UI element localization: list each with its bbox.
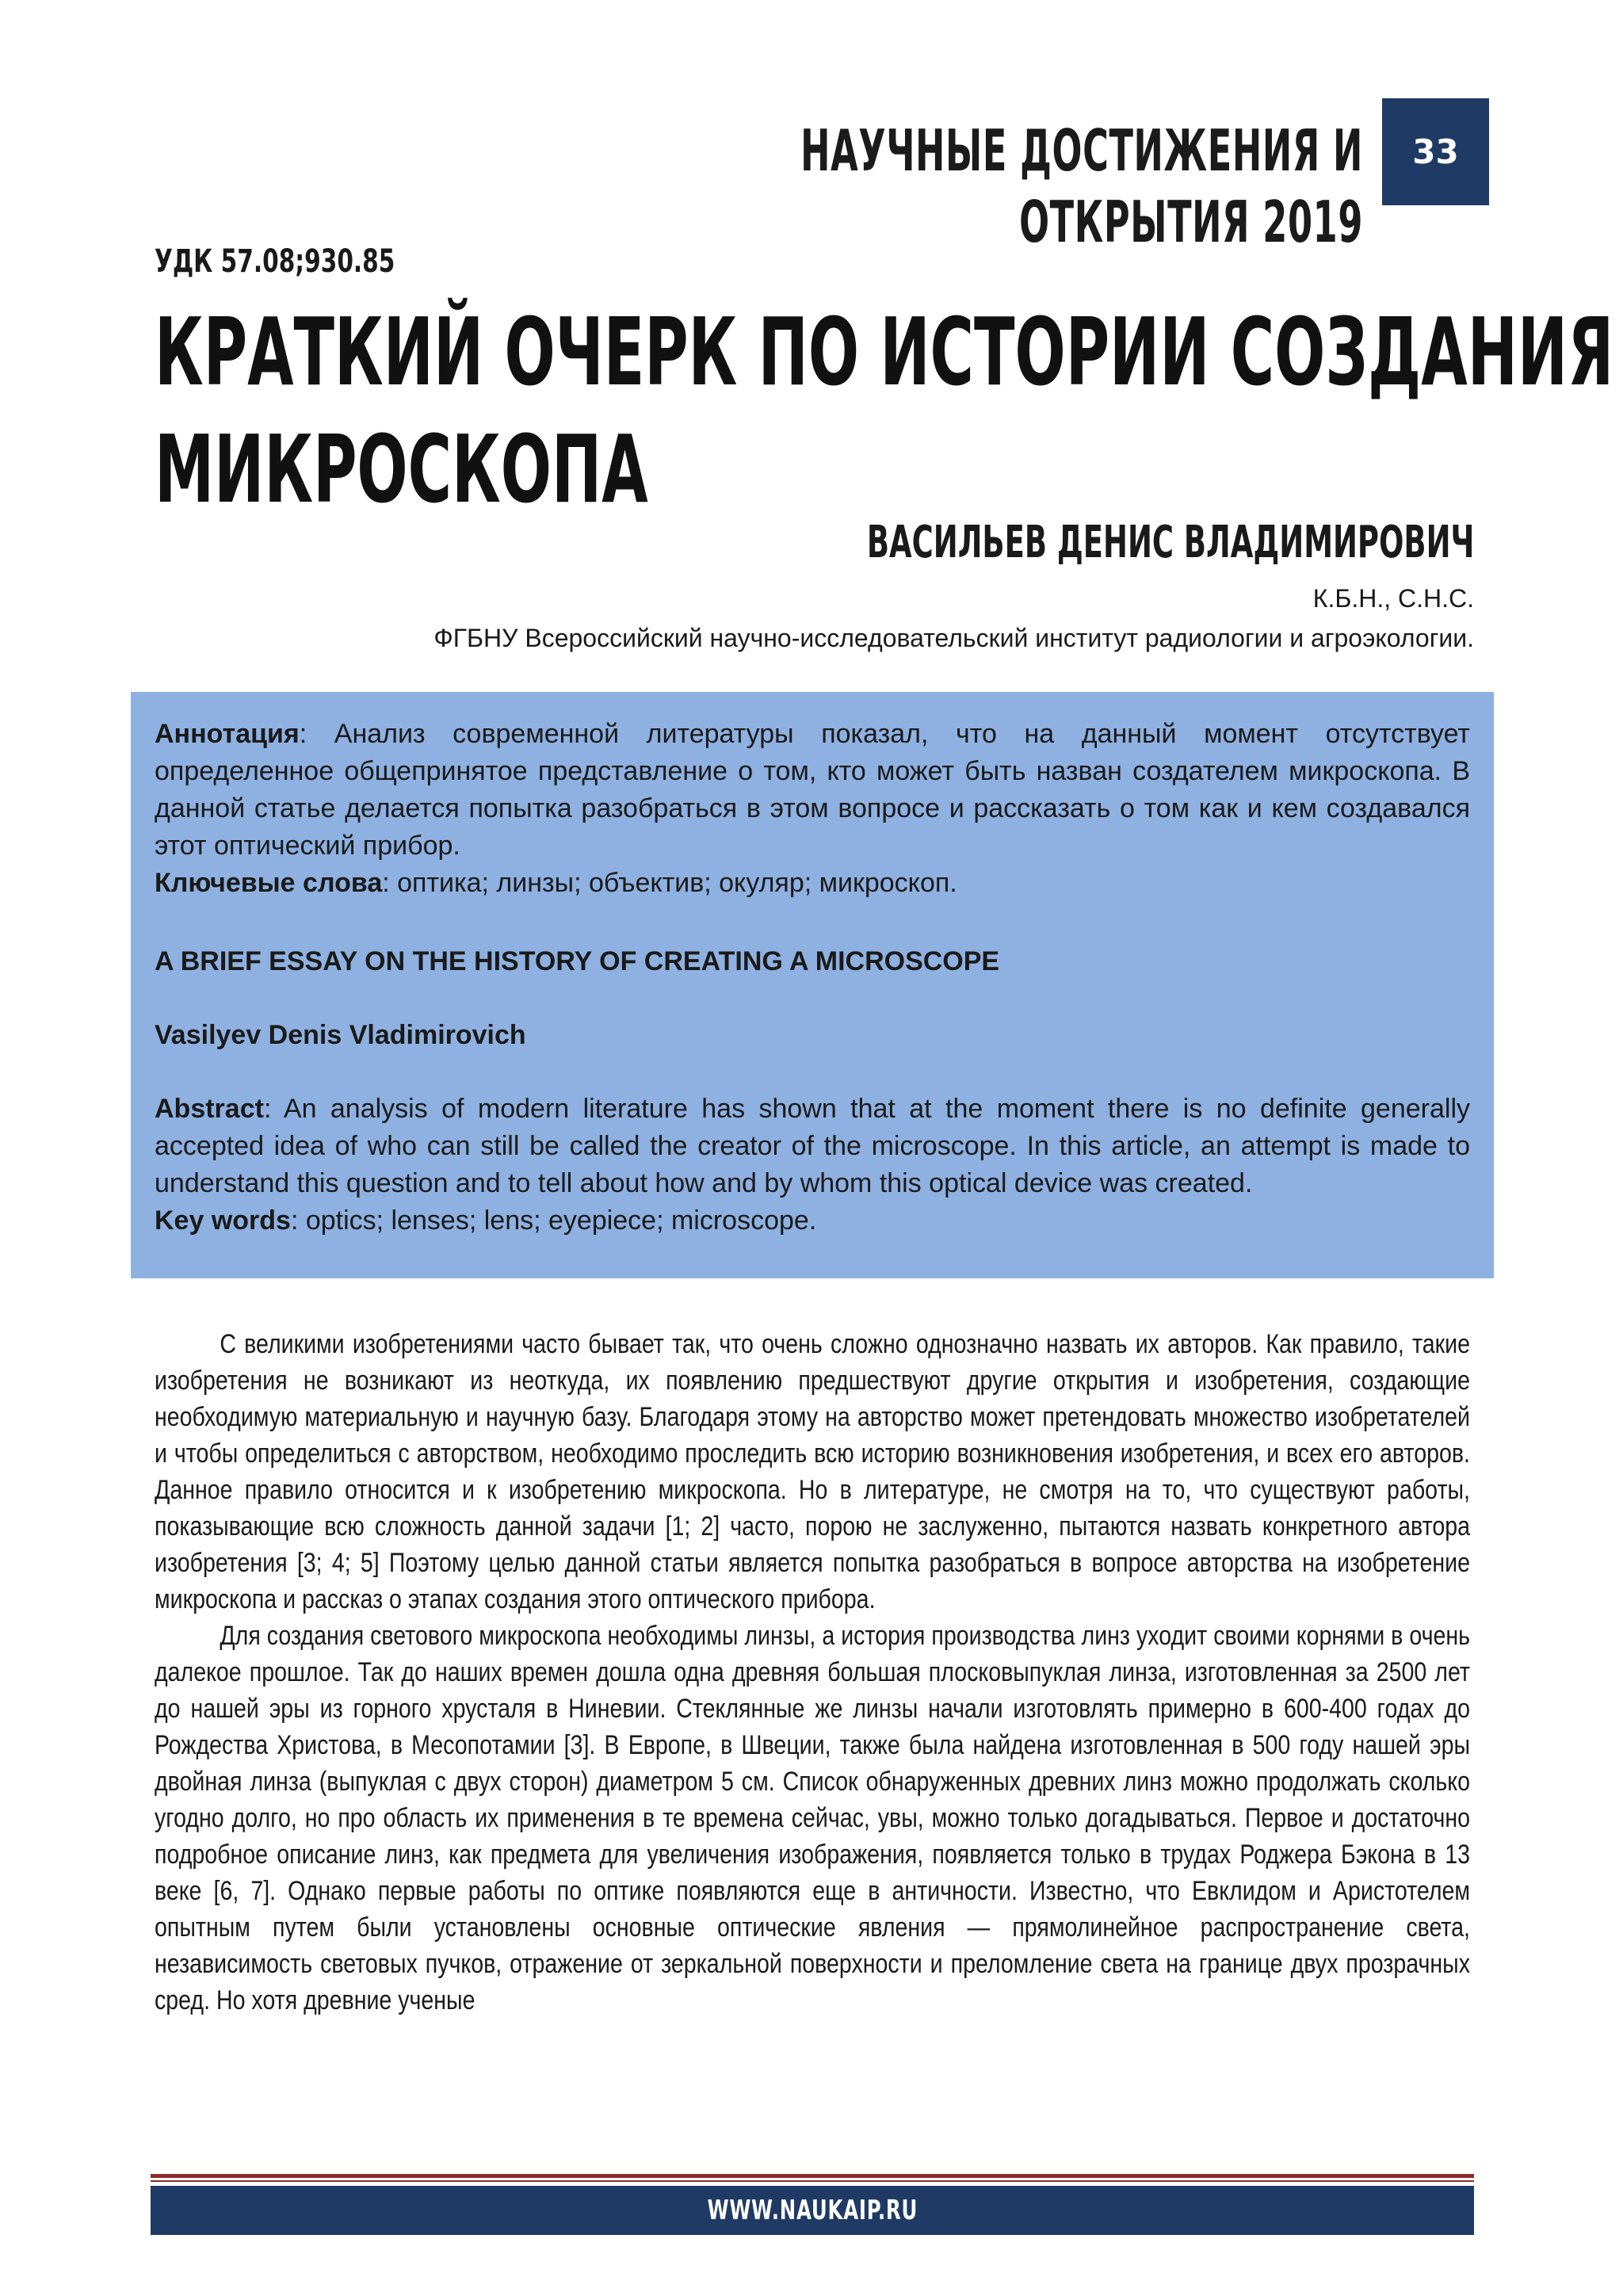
abstract-box	[131, 692, 1494, 1278]
footer-url[interactable]: WWW.NAUKAIP.RU	[707, 2195, 918, 2226]
article-title-line-1: КРАТКИЙ ОЧЕРК ПО ИСТОРИИ СОЗДАНИЯ	[155, 297, 1614, 407]
abstract-en	[155, 1091, 1470, 1202]
article-title-line-2: МИКРОСКОПА	[155, 415, 648, 524]
author-degree: К.Б.Н., С.Н.С.	[1312, 584, 1474, 613]
abstract-ru-text: : Анализ современной литературы показал, что на данный момент отсутствует определенное общепринятое представление о том, кто может быть назван создателем микроскопа. В данной статье делается попытка разобраться в этом вопросе и рассказать о том как и кем создавался этот оптический прибор.	[155, 719, 1470, 861]
body-text	[155, 1326, 1470, 2019]
abstract-en-label: Abstract	[155, 1094, 264, 1124]
abstract-en-text: : An analysis of modern literature has shown that at the moment there is no definite generally accepted idea of who can still be called the creator of the microscope. In this article, an attempt is made to understand this question and to tell about how and by whom this optical device was created.	[155, 1094, 1470, 1198]
keywords-ru	[155, 865, 1470, 902]
journal-title: НАУЧНЫЕ ДОСТИЖЕНИЯ И ОТКРЫТИЯ 2019	[800, 117, 1363, 255]
abstract-ru	[155, 716, 1470, 865]
footer-rule-thin	[151, 2180, 1474, 2182]
abstract-en-title: A BRIEF ESSAY ON THE HISTORY OF CREATING A MICROSCOPE	[155, 946, 1000, 976]
body-paragraph-1: С великими изобретениями часто бывает так, что очень сложно однозначно назвать их авторов. Как правило, такие изобретения не возникают из неоткуда, их появлению предшествуют другие открытия и изобретения, создающие необходимую материальную и научную базу. Благодаря этому на авторство может претендовать множество изобретателей и чтобы определиться с авторством, необходимо проследить всю историю возникновения изобретения, и всех его авторов. Данное правило относится и к изобретению микроскопа. Но в литературе, не смотря на то, что существуют работы, показывающие всю сложность данной задачи [1; 2] часто, порою не заслуженно, пытаются назвать конкретного автора изобретения [3; 4; 5] Поэтому целью данной статьи является попытка разобраться в вопросе авторства на изобретение микроскопа и рассказ о этапах создания этого оптического прибора.	[155, 1329, 1470, 1614]
udk-code: УДК 57.08;930.85	[155, 243, 395, 280]
footer-rule	[151, 2174, 1474, 2178]
abstract-en-author: Vasilyev Denis Vladimirovich	[155, 1020, 526, 1050]
page-number-box	[1382, 98, 1489, 205]
keywords-en-text: : optics; lenses; lens; eyepiece; microscope.	[290, 1205, 817, 1236]
author-affiliation: ФГБНУ Всероссийский научно-исследовательский институт радиологии и агроэкологии.	[433, 624, 1474, 652]
keywords-en-label: Key words	[155, 1205, 291, 1236]
abstract-ru-label: Аннотация	[155, 719, 300, 749]
footer-bar	[151, 2186, 1474, 2235]
keywords-ru-text: : оптика; линзы; объектив; окуляр; микроскоп.	[382, 868, 957, 898]
keywords-ru-label: Ключевые слова	[155, 868, 383, 898]
body-paragraph-2: Для создания светового микроскопа необходимы линзы, а история производства линз уходит своими корнями в очень далекое прошлое. Так до наших времен дошла одна древняя большая плосковыпуклая линза, изготовленная за 2500 лет до нашей эры из горного хрусталя в Ниневии. Стеклянные же линзы начали изготовлять примерно в 600-400 годах до Рождества Христова, в Месопотамии [3]. В Европе, в Швеции, также была найдена изготовленная в 500 году нашей эры двойная линза (выпуклая с двух сторон) диаметром 5 см. Список обнаруженных древних линз можно продолжать сколько угодно долго, но про область их применения в те времена сейчас, увы, можно только догадываться. Первое и достаточно подробное описание линз, как предмета для увеличения изображения, появляется только в трудах Роджера Бэкона в 13 веке [6, 7]. Однако первые работы по оптике появляются еще в античности. Известно, что Евклидом и Аристотелем опытным путем были установлены основные оптические явления — прямолинейное распространение света, независимость световых пучков, отражение от зеркальной поверхности и преломление света на границе двух прозрачных сред. Но хотя древние ученые	[155, 1621, 1470, 2015]
keywords-en	[155, 1202, 1470, 1240]
page-number: 33	[1412, 132, 1459, 171]
article-title	[155, 293, 1613, 528]
author-name: ВАСИЛЬЕВ ДЕНИС ВЛАДИМИРОВИЧ	[866, 517, 1474, 568]
